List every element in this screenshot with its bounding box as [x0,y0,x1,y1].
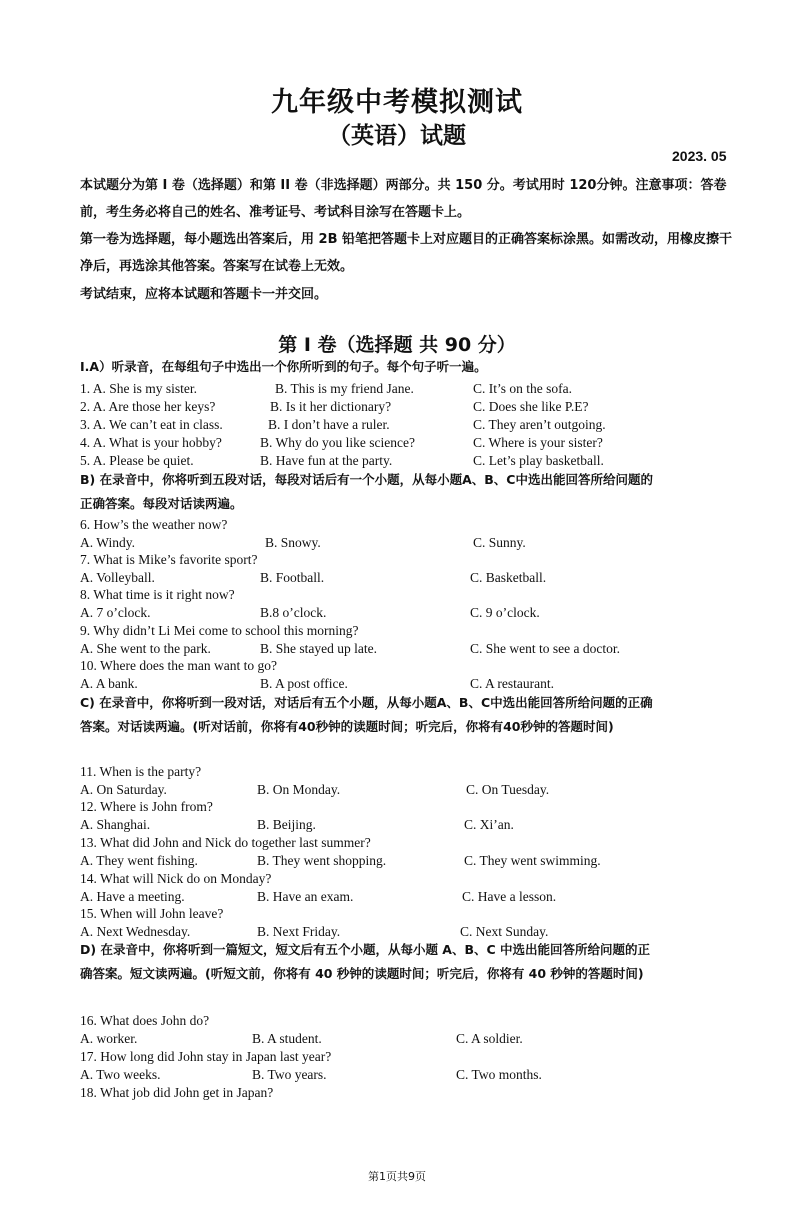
option-a: A. Two weeks. [80,1067,161,1082]
question-stem: 13. What did John and Nick do together last summer? [80,835,371,850]
option-c: C. They aren’t outgoing. [473,417,606,432]
option-b: B. I don’t have a ruler. [268,417,390,432]
option-b: B. A post office. [260,676,348,691]
option-a: A. Next Wednesday. [80,924,191,939]
option-a: 3. A. We can’t eat in class. [80,417,223,432]
question-row [80,852,700,870]
option-b: B. Next Friday. [257,924,341,939]
option-b: B. On Monday. [257,782,341,797]
exam-subtitle: （英语）试题 [328,123,466,149]
option-a: A. Have a meeting. [80,889,185,904]
exam-date: 2023. 05 [672,148,727,164]
question-row [80,380,700,398]
option-a: A. 7 o’clock. [80,605,151,620]
question-stem: 17. How long did John stay in Japan last year? [80,1049,332,1064]
option-c: C. Two months. [456,1067,542,1082]
question-row [80,1030,700,1048]
option-c: C. They went swimming. [464,853,601,868]
option-b: B. She stayed up late. [260,641,377,656]
question-row [80,781,700,799]
page-number: 第1页共9页 [368,1170,426,1183]
question-row [80,534,700,552]
question-row [80,434,700,452]
section-c-heading: C) 在录音中，你将听到一段对话，对话后有五个小题，从每小题A、B、C中选出能回答所给问题的正确答案。对话读两遍。(听对话前，你将有40秒钟的读题时间；听完后，你将有40秒钟的答题时间) [80,695,653,734]
option-c: C. She went to see a doctor. [470,641,620,656]
option-a: A. Volleyball. [80,570,155,585]
option-b: B. This is my friend Jane. [275,381,414,396]
section-a-heading: Ⅰ.A）听录音，在每组句子中选出一个你所听到的句子。每个句子听一遍。 [80,359,487,374]
question-stem: 7. What is Mike’s favorite sport? [80,552,258,567]
option-b: B. They went shopping. [257,853,387,868]
option-a: A. They went fishing. [80,853,198,868]
section-b-heading: B) 在录音中，你将听到五段对话，每段对话后有一个小题，从每小题A、B、C中选出能回答所给问题的正确答案。每段对话读两遍。 [80,472,653,511]
instruction-1: 本试题分为第 I 卷（选择题）和第 II 卷（非选择题）两部分。共 150 分。考试用时 120分钟。注意事项：答卷前，考生务必将自己的姓名、准考证号、考试科目涂写在答题卡上。 [80,178,727,220]
question-row [80,398,700,416]
instruction-2: 第一卷为选择题，每小题选出答案后，用 2B 铅笔把答题卡上对应题目的正确答案标涂黑。如需改动，用橡皮擦干净后，再选涂其他答案。答案写在试卷上无效。 [80,232,733,274]
question-stem: 9. Why didn’t Li Mei come to school this morning? [80,623,359,638]
option-a: A. A bank. [80,676,138,691]
option-a: A. Windy. [80,535,135,550]
option-a: 2. A. Are those her keys? [80,399,216,414]
question-stem: 8. What time is it right now? [80,587,235,602]
option-b: B. Why do you like science? [260,435,415,450]
option-a: A. She went to the park. [80,641,211,656]
option-a: A. worker. [80,1031,138,1046]
option-c: C. On Tuesday. [466,782,550,797]
question-stem: 11. When is the party? [80,764,202,779]
option-a: A. Shanghai. [80,817,151,832]
option-a: 5. A. Please be quiet. [80,453,194,468]
option-c: C. Next Sunday. [460,924,549,939]
option-a: 4. A. What is your hobby? [80,435,222,450]
question-stem: 15. When will John leave? [80,906,224,921]
question-row [80,640,700,658]
option-c: C. Let’s play basketball. [473,453,604,468]
question-row [80,604,700,622]
option-b: B. Two years. [252,1067,327,1082]
question-row [80,569,700,587]
question-stem: 18. What job did John get in Japan? [80,1085,274,1100]
question-stem: 10. Where does the man want to go? [80,658,277,673]
part-title: 第 I 卷（选择题 共 90 分） [278,334,516,356]
option-c: C. Does she like P.E? [473,399,589,414]
option-a: 1. A. She is my sister. [80,381,198,396]
option-a: A. On Saturday. [80,782,167,797]
option-b: B. A student. [252,1031,322,1046]
option-c: C. Xi’an. [464,817,514,832]
option-c: C. Have a lesson. [462,889,557,904]
option-b: B. Snowy. [265,535,321,550]
question-row [80,416,700,434]
option-c: C. A soldier. [456,1031,523,1046]
question-row [80,816,700,834]
question-row [80,888,700,906]
option-b: B. Is it her dictionary? [270,399,392,414]
question-row [80,1066,700,1084]
question-stem: 16. What does John do? [80,1013,210,1028]
option-c: C. A restaurant. [470,676,554,691]
question-stem: 6. How’s the weather now? [80,517,228,532]
option-b: B.8 o’clock. [260,605,327,620]
option-c: C. Sunny. [473,535,526,550]
question-stem: 12. Where is John from? [80,799,213,814]
instruction-3: 考试结束，应将本试题和答题卡一并交回。 [80,287,328,302]
option-c: C. Basketball. [470,570,547,585]
section-d-heading: D) 在录音中，你将听到一篇短文，短文后有五个小题，从每小题 A、B、C 中选出能回答所给问题的正确答案。短文读两遍。(听短文前，你将有 40 秒钟的读题时间；听完后，你将有 40 秒钟的答题时间) [80,942,651,981]
option-c: C. Where is your sister? [473,435,603,450]
option-b: B. Have fun at the party. [260,453,393,468]
exam-title: 九年级中考模拟测试 [271,87,523,118]
option-b: B. Have an exam. [257,889,354,904]
option-b: B. Football. [260,570,325,585]
option-c: C. It’s on the sofa. [473,381,572,396]
question-stem: 14. What will Nick do on Monday? [80,871,272,886]
option-b: B. Beijing. [257,817,316,832]
option-c: C. 9 o’clock. [470,605,540,620]
